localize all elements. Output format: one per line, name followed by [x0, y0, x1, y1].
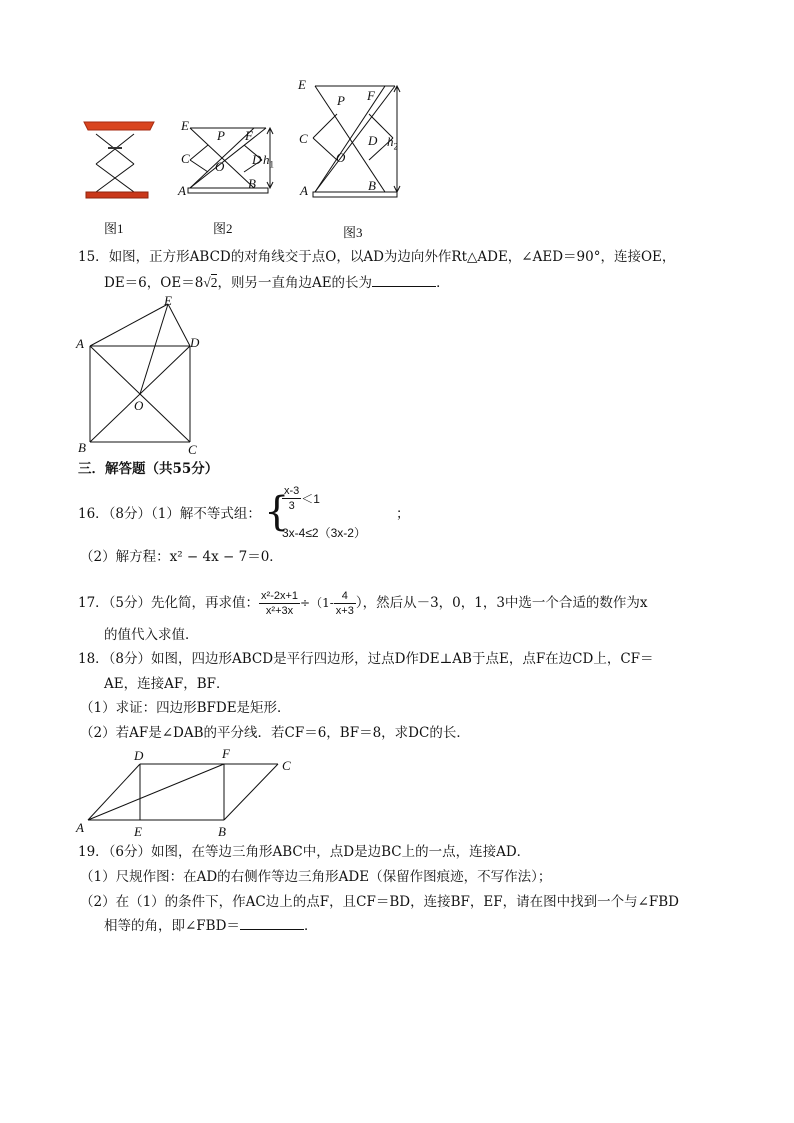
q17-line1 — [78, 586, 648, 620]
section3-heading: 三．解答题（共55分） — [78, 461, 219, 477]
q19-answer-blank[interactable] — [240, 917, 304, 930]
q19-part2-line2 — [104, 917, 317, 935]
q15-text-line2b: ，则另一直角边AE的长为 — [217, 275, 373, 291]
q16-ineq2: 3x-4≤2（3x-2） — [282, 526, 366, 540]
fig3-label-D: D — [368, 133, 378, 148]
q19-end: ． — [303, 918, 318, 934]
q19-part2-text: 相等的角，即∠FBD＝ — [104, 918, 240, 934]
q15-answer-blank[interactable] — [372, 274, 436, 287]
q17-frac1-den: x²+3x — [265, 605, 294, 617]
fig2-label-O: O — [215, 159, 225, 174]
q15-text-line1: 如图，正方形ABCD的对角线交于点O，以AD为边向外作Rt△ADE，∠AED＝90°，连接OE， — [108, 249, 676, 265]
q19-line1: 19．（6分）如图，在等边三角形ABC中，点D是边BC上的一点，连接AD． — [78, 844, 531, 860]
fig3-height-label — [387, 134, 398, 152]
q15-label-D: D — [190, 335, 200, 350]
q16-part2: （2）解方程：x² − 4x − 7＝0． — [80, 549, 283, 565]
q15-line2 — [104, 274, 450, 292]
q17-prefix: 17．（5分）先化简，再求值： — [78, 595, 260, 611]
q18-line2: AE，连接AF，BF． — [104, 676, 230, 692]
q15-line1 — [78, 248, 675, 266]
q17-div: ÷（1- — [300, 596, 334, 610]
fig3-label-B: B — [368, 178, 376, 193]
fig2-label-F: F — [245, 128, 253, 143]
q18-line1: 18．（8分）如图，四边形ABCD是平行四边形，过点D作DE⊥AB于点E，点F在边CD上，CF＝ — [78, 651, 654, 667]
fig2-label-A: A — [178, 183, 186, 198]
q15-sqrt-radicand: 2 — [210, 275, 218, 290]
fig2-h-sub: 1 — [269, 159, 274, 170]
q15-text-line2a: DE＝6，OE＝8 — [104, 275, 204, 291]
figure3-diagram — [305, 80, 415, 200]
figure1-caption: 图1 — [104, 221, 124, 236]
q17-frac2-num: 4 — [334, 589, 356, 604]
fig3-label-C: C — [299, 131, 308, 146]
fig2-label-C: C — [181, 151, 190, 166]
fig2-height-label — [263, 152, 274, 170]
fig2-label-D: D — [252, 152, 262, 167]
fig2-label-B: B — [248, 176, 256, 191]
q15-label-E: E — [164, 293, 172, 308]
fig3-h-sub: 2 — [393, 141, 398, 152]
q15-label-B: B — [78, 440, 86, 455]
q15-end: ． — [436, 275, 450, 291]
q18-parallelogram-diagram — [84, 756, 304, 826]
q18-part2: （2）若AF是∠DAB的平分线．若CF＝6，BF＝8，求DC的长． — [80, 725, 470, 741]
q17-frac1 — [259, 589, 300, 618]
fig3-label-A: A — [300, 183, 308, 198]
figure2-caption: 图2 — [213, 221, 233, 236]
q19-part2-line1: （2）在（1）的条件下，作AC边上的点F，且CF＝BD，连接BF，EF，请在图中找到一个与∠FBD — [80, 894, 679, 910]
q15-number: 15． — [78, 249, 109, 265]
q17-line2: 的值代入求值． — [104, 627, 199, 643]
fig2-label-E: E — [181, 118, 189, 133]
q17-suffix: ），然后从－3，0，1，3中选一个合适的数作为x — [355, 595, 648, 611]
q16-semicolon: ； — [396, 506, 410, 522]
q18-label-E: E — [134, 824, 142, 839]
q17-frac1-num: x²-2x+1 — [261, 590, 299, 602]
fig3-label-E: E — [298, 77, 306, 92]
q18-label-A: A — [76, 820, 84, 835]
figure3-caption: 图3 — [343, 225, 363, 240]
q16-ineq1-rhs: ＜1 — [301, 492, 320, 506]
q18-label-B: B — [218, 824, 226, 839]
q18-part1: （1）求证：四边形BFDE是矩形． — [80, 700, 291, 716]
fig2-h: h — [263, 152, 270, 167]
q15-label-C: C — [188, 442, 197, 457]
lift-table-photo — [78, 118, 158, 200]
q16-brace: { — [264, 489, 290, 535]
q17-frac2 — [334, 589, 356, 618]
q16-ineq1-den: 3 — [288, 500, 295, 512]
fig3-h: h — [387, 134, 394, 149]
fig3-label-F: F — [367, 88, 375, 103]
q18-label-C: C — [282, 758, 291, 773]
q18-label-D: D — [134, 748, 144, 763]
q18-label-F: F — [222, 746, 230, 761]
fig2-label-P: P — [217, 128, 225, 143]
q16-prefix: 16．（8分）（1）解不等式组： — [78, 506, 261, 522]
q15-label-O: O — [134, 398, 144, 413]
q15-square-diagram — [86, 296, 196, 446]
q15-label-A: A — [76, 336, 84, 351]
q19-part1: （1）尺规作图：在AD的右侧作等边三角形ADE（保留作图痕迹，不写作法）； — [80, 869, 552, 885]
q17-frac2-den: x+3 — [335, 605, 354, 617]
q16-ineq1-num: x-3 — [284, 485, 300, 497]
q15-sqrt: √2 — [203, 275, 218, 290]
fig3-label-O: O — [336, 150, 346, 165]
fig3-label-P: P — [337, 93, 345, 108]
q16-ineq1 — [282, 484, 320, 513]
